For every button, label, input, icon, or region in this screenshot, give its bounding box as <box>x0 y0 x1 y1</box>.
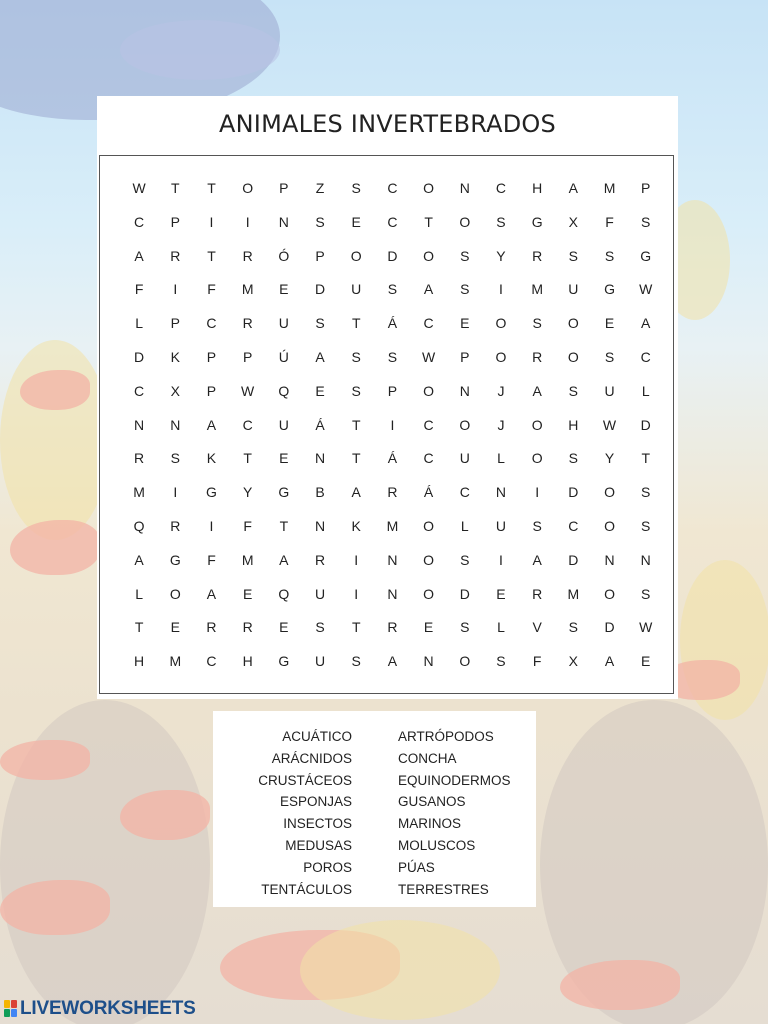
grid-letter[interactable]: A <box>532 382 542 399</box>
grid-letter[interactable]: N <box>640 551 651 568</box>
word-item: CONCHA <box>398 750 457 766</box>
grid-letter[interactable]: I <box>354 551 359 568</box>
grid-letter[interactable]: S <box>460 619 470 636</box>
grid-letter[interactable]: O <box>604 517 615 534</box>
grid-letter[interactable]: S <box>641 585 651 602</box>
grid-letter[interactable]: T <box>641 450 650 467</box>
grid-letter[interactable]: X <box>568 213 579 230</box>
brand-name: LIVEWORKSHEETS <box>20 998 196 1019</box>
grid-letter[interactable]: M <box>603 180 616 196</box>
grid-letter[interactable]: I <box>535 484 540 501</box>
grid-letter[interactable]: S <box>641 213 651 230</box>
grid-letter[interactable]: M <box>386 517 399 534</box>
grid-letter[interactable]: K <box>206 450 217 467</box>
grid-letter[interactable]: O <box>423 517 435 534</box>
grid-letter[interactable]: X <box>170 382 180 399</box>
grid-letter[interactable]: S <box>387 281 398 298</box>
grid-letter[interactable]: T <box>424 213 433 230</box>
grid-letter[interactable]: P <box>206 348 217 365</box>
grid-letter[interactable]: E <box>170 619 180 636</box>
grid-letter[interactable]: I <box>390 416 395 433</box>
grid-letter[interactable]: L <box>641 382 650 399</box>
word-item: ACUÁTICO <box>282 729 352 744</box>
grid-letter[interactable]: C <box>387 213 398 230</box>
word-item: ARÁCNIDOS <box>271 750 352 766</box>
grid-letter[interactable]: C <box>423 315 434 332</box>
grid-letter[interactable]: D <box>314 281 326 298</box>
grid-letter[interactable]: U <box>314 653 326 670</box>
grid-letter[interactable]: U <box>568 281 579 298</box>
grid-letter[interactable]: W <box>241 382 255 399</box>
grid-letter[interactable]: Z <box>315 180 325 196</box>
brand-logo <box>4 998 196 1020</box>
grid-letter[interactable]: D <box>604 619 615 636</box>
grid-letter[interactable]: T <box>207 180 216 196</box>
grid-letter[interactable]: T <box>351 450 361 467</box>
grid-letter[interactable]: C <box>387 180 398 196</box>
grid-letter[interactable]: S <box>460 281 470 298</box>
grid-letter[interactable]: D <box>640 416 651 433</box>
grid-letter[interactable]: E <box>315 382 325 399</box>
grid-letter[interactable]: I <box>209 213 214 230</box>
grid-letter[interactable]: S <box>315 213 325 230</box>
word-search-box <box>99 155 674 694</box>
word-item: INSECTOS <box>283 816 352 832</box>
grid-letter[interactable]: H <box>134 653 145 670</box>
word-search-grid <box>121 172 664 679</box>
grid-letter[interactable]: D <box>568 551 579 568</box>
grid-letter[interactable]: S <box>604 348 615 365</box>
grid-letter[interactable]: O <box>567 348 579 365</box>
whale-fin-shape <box>120 20 280 80</box>
grid-letter[interactable]: O <box>169 585 181 602</box>
grid-letter[interactable]: N <box>278 213 289 230</box>
grid-letter[interactable]: G <box>278 653 290 670</box>
grid-letter[interactable]: G <box>169 551 181 568</box>
grid-letter[interactable]: A <box>279 551 289 568</box>
word-item: MOLUSCOS <box>398 837 476 853</box>
grid-letter[interactable]: S <box>604 247 615 264</box>
grid-letter[interactable]: R <box>532 247 543 264</box>
grid-letter[interactable]: E <box>641 653 651 670</box>
grid-letter[interactable]: N <box>604 551 615 568</box>
grid-letter[interactable]: N <box>314 450 326 467</box>
grid-letter[interactable]: N <box>495 484 507 501</box>
grid-letter[interactable]: H <box>568 416 579 433</box>
grid-letter[interactable]: P <box>387 382 398 399</box>
grid-letter[interactable]: U <box>314 585 326 602</box>
grid-letter[interactable]: L <box>135 315 143 332</box>
grid-letter[interactable]: Q <box>278 585 290 602</box>
grid-letter[interactable]: M <box>169 653 182 670</box>
word-list <box>213 711 536 907</box>
grid-letter[interactable]: O <box>459 416 471 433</box>
grid-letter[interactable]: E <box>242 585 253 602</box>
page-title: ANIMALES INVERTEBRADOS <box>219 110 556 138</box>
brand-mark-icon <box>4 1000 18 1018</box>
grid-letter[interactable]: U <box>278 416 289 433</box>
grid-letter[interactable]: S <box>496 213 506 230</box>
grid-letter[interactable]: F <box>207 281 216 298</box>
grid-letter[interactable]: O <box>423 585 435 602</box>
grid-letter[interactable]: P <box>279 180 289 196</box>
grid-letter[interactable]: A <box>206 416 217 433</box>
grid-letter[interactable]: R <box>242 247 253 264</box>
grid-letter[interactable]: H <box>242 653 253 670</box>
grid-letter[interactable]: O <box>531 416 543 433</box>
word-item: EQUINODERMOS <box>398 772 511 788</box>
grid-letter[interactable]: C <box>134 213 145 230</box>
grid-letter[interactable]: Ú <box>278 348 289 365</box>
grid-letter[interactable]: A <box>134 551 144 568</box>
grid-letter[interactable]: M <box>567 585 580 602</box>
word-item: CRUSTÁCEOS <box>258 772 352 788</box>
grid-letter[interactable]: T <box>351 315 361 332</box>
word-list-right-column <box>398 726 511 900</box>
grid-letter[interactable]: W <box>639 619 653 636</box>
grid-letter[interactable]: S <box>460 247 470 264</box>
grid-letter[interactable]: T <box>207 247 216 264</box>
grid-letter[interactable]: F <box>532 653 542 670</box>
grid-letter[interactable]: S <box>496 653 506 670</box>
grid-letter[interactable]: U <box>459 450 470 467</box>
grid-letter[interactable]: C <box>568 517 579 534</box>
grid-letter[interactable]: D <box>134 348 145 365</box>
grid-letter[interactable]: O <box>423 551 435 568</box>
grid-letter[interactable]: S <box>460 551 470 568</box>
grid-letter[interactable]: Q <box>278 382 290 399</box>
grid-letter[interactable]: C <box>495 180 507 196</box>
grid-letter[interactable]: F <box>243 517 252 534</box>
grid-letter[interactable]: O <box>567 315 579 332</box>
grid-letter[interactable]: O <box>495 348 507 365</box>
grid-letter[interactable]: D <box>568 484 579 501</box>
grid-letter[interactable]: I <box>209 517 214 534</box>
grid-letter[interactable]: C <box>242 416 253 433</box>
grid-letter[interactable]: M <box>241 551 254 568</box>
grid-letter[interactable]: S <box>387 348 398 365</box>
grid-letter[interactable]: T <box>243 450 252 467</box>
word-item: PÚAS <box>398 859 435 875</box>
grid-letter[interactable]: J <box>497 416 505 433</box>
word-list-left-column <box>258 726 352 900</box>
word-item: ARTRÓPODOS <box>398 729 494 744</box>
grid-letter[interactable]: W <box>421 348 436 365</box>
grid-letter[interactable]: F <box>134 281 144 298</box>
grid-letter[interactable]: C <box>134 382 145 399</box>
grid-letter[interactable]: R <box>314 551 326 568</box>
grid-letter[interactable]: P <box>170 213 180 230</box>
grid-letter[interactable]: D <box>387 247 398 264</box>
grid-letter[interactable]: U <box>604 382 615 399</box>
word-item: TERRESTRES <box>398 881 489 897</box>
word-item: TENTÁCULOS <box>261 881 352 897</box>
grid-letter[interactable]: Ó <box>278 247 290 264</box>
grid-letter[interactable]: O <box>423 382 435 399</box>
grid-letter[interactable]: E <box>279 281 289 298</box>
grid-letter[interactable]: S <box>641 517 651 534</box>
grid-letter[interactable]: R <box>532 585 543 602</box>
grid-letter[interactable]: K <box>170 348 180 365</box>
grid-letter[interactable]: W <box>132 180 146 196</box>
grid-letter[interactable]: W <box>602 416 617 433</box>
grid-letter[interactable]: N <box>134 416 145 433</box>
grid-letter[interactable]: G <box>604 281 615 298</box>
grid-letter[interactable]: E <box>460 315 470 332</box>
grid-letter[interactable]: T <box>134 619 144 636</box>
grid-letter[interactable]: S <box>351 348 361 365</box>
grid-letter[interactable]: A <box>206 585 217 602</box>
grid-letter[interactable]: P <box>206 382 217 399</box>
grid-letter[interactable]: A <box>641 315 651 332</box>
grid-letter[interactable]: U <box>278 315 289 332</box>
grid-letter[interactable]: W <box>639 281 653 298</box>
grid-letter[interactable]: P <box>315 247 325 264</box>
grid-letter[interactable]: O <box>604 585 615 602</box>
grid-letter[interactable]: C <box>423 450 434 467</box>
grid-letter[interactable]: V <box>532 619 542 636</box>
grid-letter[interactable]: N <box>459 180 470 196</box>
word-item: GUSANOS <box>398 794 466 810</box>
grid-letter[interactable]: C <box>459 484 470 501</box>
grid-letter[interactable]: G <box>206 484 217 501</box>
grid-letter[interactable]: S <box>568 247 579 264</box>
grid-letter[interactable]: A <box>134 247 144 264</box>
grid-letter[interactable]: I <box>173 484 178 501</box>
grid-letter[interactable]: E <box>351 213 361 230</box>
grid-letter[interactable]: A <box>351 484 361 501</box>
grid-letter[interactable]: G <box>640 247 652 264</box>
grid-letter[interactable]: U <box>351 281 362 298</box>
grid-letter[interactable]: S <box>532 517 542 534</box>
grid-letter[interactable]: S <box>568 619 579 636</box>
grid-letter[interactable]: L <box>497 619 505 636</box>
grid-letter[interactable]: M <box>531 281 543 298</box>
grid-letter[interactable]: R <box>206 619 217 636</box>
grid-letter[interactable]: G <box>278 484 290 501</box>
grid-letter[interactable]: R <box>387 619 398 636</box>
grid-letter[interactable]: O <box>459 213 471 230</box>
grid-letter[interactable]: S <box>170 450 180 467</box>
grid-letter[interactable]: D <box>459 585 470 602</box>
grid-letter[interactable]: Á <box>387 450 398 467</box>
grid-letter[interactable]: N <box>387 585 398 602</box>
grid-letter[interactable]: R <box>170 247 181 264</box>
grid-letter[interactable]: O <box>495 315 507 332</box>
grid-letter[interactable]: H <box>532 180 543 196</box>
grid-letter[interactable]: O <box>459 653 471 670</box>
grid-letter[interactable]: C <box>423 416 434 433</box>
grid-letter[interactable]: Á <box>315 416 325 433</box>
word-item: MARINOS <box>398 816 462 832</box>
grid-letter[interactable]: S <box>351 180 361 196</box>
grid-letter[interactable]: Q <box>133 517 145 534</box>
grid-letter[interactable]: R <box>532 348 543 365</box>
grid-letter[interactable]: N <box>423 653 434 670</box>
grid-letter[interactable]: Y <box>242 484 253 501</box>
grid-letter[interactable]: F <box>605 213 614 230</box>
grid-letter[interactable]: I <box>173 281 178 298</box>
grid-letter[interactable]: Y <box>496 247 506 264</box>
grid-letter[interactable]: R <box>242 619 253 636</box>
grid-letter[interactable]: R <box>242 315 253 332</box>
grid-letter[interactable]: L <box>497 450 505 467</box>
grid-letter[interactable]: S <box>351 382 361 399</box>
grid-letter[interactable]: Á <box>423 484 434 501</box>
grid-letter[interactable]: O <box>531 450 543 467</box>
grid-letter[interactable]: T <box>351 619 361 636</box>
grid-letter[interactable]: I <box>499 281 503 298</box>
grid-letter[interactable]: U <box>495 517 507 534</box>
grid-letter[interactable]: O <box>604 484 615 501</box>
grid-letter[interactable]: E <box>423 619 434 636</box>
grid-letter[interactable]: O <box>423 247 435 264</box>
grid-letter[interactable]: N <box>459 382 470 399</box>
grid-letter[interactable]: S <box>532 315 542 332</box>
grid-letter[interactable]: A <box>315 348 325 365</box>
grid-letter[interactable]: I <box>354 585 359 602</box>
grid-letter[interactable]: E <box>279 619 289 636</box>
grid-letter[interactable]: N <box>387 551 398 568</box>
grid-letter[interactable]: O <box>350 247 362 264</box>
grid-letter[interactable]: R <box>387 484 398 501</box>
worksheet-card <box>97 96 678 699</box>
word-item: MEDUSAS <box>285 837 352 853</box>
grid-letter[interactable]: I <box>499 551 503 568</box>
grid-letter[interactable]: S <box>351 653 361 670</box>
grid-letter[interactable]: P <box>460 348 470 365</box>
grid-letter[interactable]: E <box>496 585 506 602</box>
grid-letter[interactable]: R <box>170 517 181 534</box>
grid-letter[interactable]: Y <box>604 450 615 467</box>
grid-letter[interactable]: A <box>387 653 398 670</box>
grid-letter[interactable]: P <box>170 315 180 332</box>
grid-letter[interactable]: A <box>604 653 615 670</box>
grid-letter[interactable]: J <box>497 382 505 399</box>
grid-letter[interactable]: K <box>351 517 361 534</box>
grid-letter[interactable]: S <box>568 450 579 467</box>
grid-letter[interactable]: E <box>279 450 289 467</box>
grid-letter[interactable]: P <box>641 180 651 196</box>
grid-letter[interactable]: C <box>206 315 217 332</box>
grid-letter[interactable]: O <box>423 180 435 196</box>
grid-letter[interactable]: S <box>641 484 651 501</box>
grid-letter[interactable]: X <box>568 653 579 670</box>
grid-letter[interactable]: T <box>351 416 361 433</box>
grid-letter[interactable]: C <box>640 348 651 365</box>
word-item: POROS <box>303 859 352 875</box>
grid-letter[interactable]: Á <box>387 315 398 332</box>
grid-letter[interactable]: M <box>241 281 254 298</box>
grid-letter[interactable]: M <box>133 484 145 501</box>
grid-letter[interactable]: I <box>245 213 250 230</box>
grid-letter[interactable]: F <box>207 551 216 568</box>
word-item: ESPONJAS <box>279 794 352 810</box>
grid-letter[interactable]: C <box>206 653 217 670</box>
grid-letter[interactable]: S <box>568 382 579 399</box>
grid-letter[interactable]: G <box>531 213 543 230</box>
grid-letter[interactable]: S <box>315 315 325 332</box>
grid-letter[interactable]: L <box>135 585 143 602</box>
grid-letter[interactable]: R <box>134 450 145 467</box>
grid-letter[interactable]: T <box>279 517 289 534</box>
grid-letter[interactable]: L <box>460 517 469 534</box>
grid-letter[interactable]: A <box>532 551 542 568</box>
grid-letter[interactable]: A <box>568 180 579 196</box>
grid-letter[interactable]: E <box>604 315 615 332</box>
grid-letter[interactable]: N <box>314 517 326 534</box>
grid-letter[interactable]: O <box>242 180 254 196</box>
grid-letter[interactable]: T <box>171 180 180 196</box>
grid-letter[interactable]: B <box>315 484 325 501</box>
grid-letter[interactable]: P <box>242 348 253 365</box>
grid-letter[interactable]: N <box>170 416 181 433</box>
grid-letter[interactable]: S <box>315 619 325 636</box>
grid-letter[interactable]: A <box>423 281 434 298</box>
